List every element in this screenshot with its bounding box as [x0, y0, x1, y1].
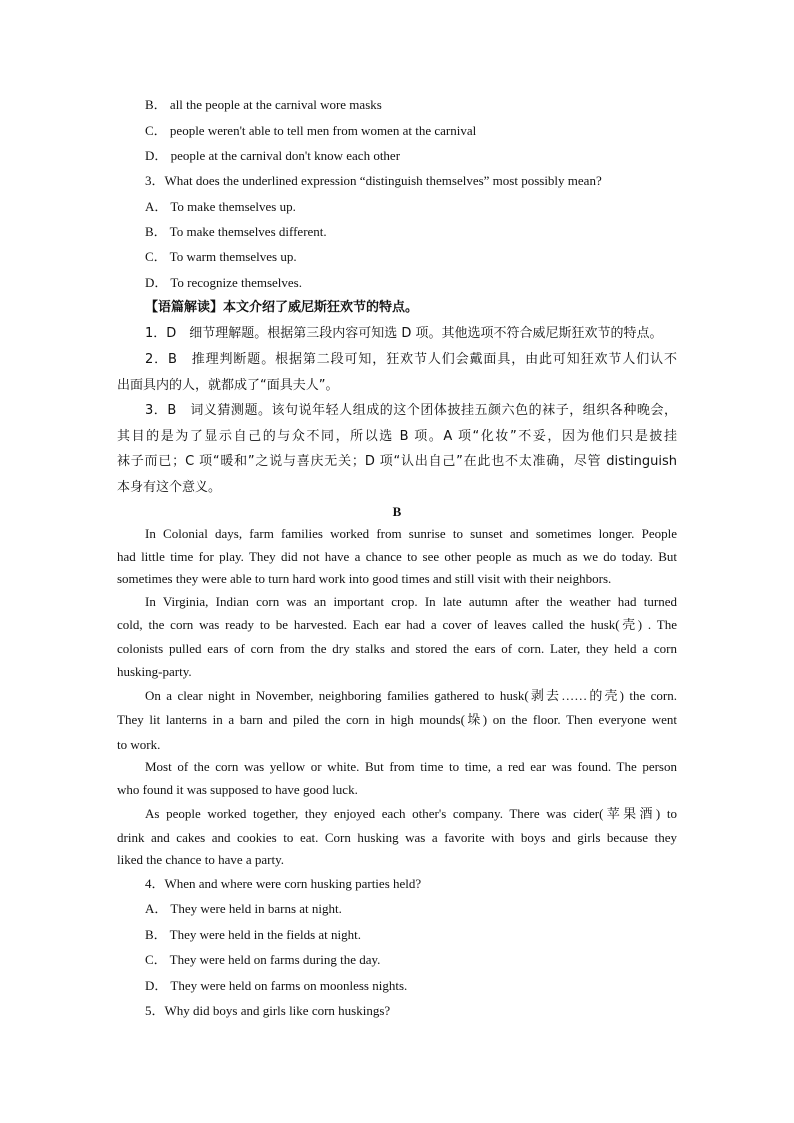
analysis-header: 【语篇解读】本文介绍了威尼斯狂欢节的特点。	[145, 300, 419, 315]
passage-p4-line-1: Most of the corn was yellow or white. But from time to time, a red ear was found. The person	[145, 759, 677, 774]
passage-p2-line-1: In Virginia, Indian corn was an important crop. In late autumn after the weather had turned	[145, 594, 677, 609]
passage-p3-line-3: to work.	[117, 737, 161, 752]
passage-p1-line-2: had little time for play. They did not have a chance to see other people as much as we do today. But	[117, 549, 677, 564]
passage-p2-line-2: cold, the corn was ready to be harvested. Each ear had a cover of leaves called the husk(壳) . The	[117, 617, 677, 632]
passage-p5-line-2: drink and cakes and cookies to eat. Corn husking was a favorite with boys and girls because they	[117, 830, 677, 845]
answer-3-line-1: 3．B 词义猜测题。该句说年轻人组成的这个团体披挂五颜六色的袜子，组织各种晚会，	[145, 403, 677, 418]
q3-option-d: D． To recognize themselves.	[145, 275, 302, 290]
passage-p1-line-3: sometimes they were able to turn hard work into good times and still visit with their neighbors.	[117, 571, 612, 586]
answer-2-line-2: 出面具内的人，就都成了“面具夫人”。	[117, 378, 339, 393]
passage-p5-line-1: As people worked together, they enjoyed each other's company. There was cider(苹果酒) to	[145, 806, 677, 821]
q3-stem: 3．What does the underlined expression “distinguish themselves” most possibly mean?	[145, 173, 602, 188]
passage-p2-line-4: husking-party.	[117, 664, 192, 679]
q2-option-d: D． people at the carnival don't know each other	[145, 148, 401, 163]
passage-p3-line-2: They lit lanterns in a barn and piled the corn in high mounds(垛) on the floor. Then everyone went	[117, 712, 677, 727]
q4-option-d: D． They were held on farms on moonless nights.	[145, 978, 408, 993]
q4-option-b: B． They were held in the fields at night.	[145, 927, 362, 942]
passage-p4-line-2: who found it was supposed to have good luck.	[117, 782, 358, 797]
q3-option-b: B． To make themselves different.	[145, 224, 327, 239]
answer-2-line-1: 2．B 推理判断题。根据第二段可知，狂欢节人们会戴面具，由此可知狂欢节人们认不	[145, 352, 677, 367]
answer-1: 1．D 细节理解题。根据第三段内容可知选 D 项。其他选项不符合威尼斯狂欢节的特点。	[145, 326, 663, 341]
q5-stem: 5．Why did boys and girls like corn huskings?	[145, 1003, 391, 1018]
q3-option-c: C． To warm themselves up.	[145, 249, 297, 264]
answer-3-line-2: 其目的是为了显示自己的与众不同，所以选 B 项。A 项“化妆”不妥，因为他们只是披挂	[117, 429, 677, 444]
q4-option-a: A． They were held in barns at night.	[145, 901, 342, 916]
passage-p3-line-1: On a clear night in November, neighboring families gathered to husk(剥去……的壳) the corn.	[145, 688, 677, 703]
answer-3-line-4: 本身有这个意义。	[117, 480, 222, 495]
q4-option-c: C． They were held on farms during the day.	[145, 952, 381, 967]
q3-option-a: A． To make themselves up.	[145, 199, 296, 214]
passage-p1-line-1: In Colonial days, farm families worked from sunrise to sunset and sometimes longer. People	[145, 526, 677, 541]
section-b-label: B	[392, 504, 402, 519]
passage-p2-line-3: colonists pulled ears of corn from the dry stalks and stored the ears of corn. Later, they held a corn	[117, 641, 677, 656]
q2-option-c: C． people weren't able to tell men from women at the carnival	[145, 123, 477, 138]
q2-option-b: B． all the people at the carnival wore masks	[145, 97, 382, 112]
passage-p5-line-3: liked the chance to have a party.	[117, 852, 284, 867]
answer-3-line-3: 袜子而已；C 项“暖和”之说与喜庆无关；D 项“认出自己”在此也不太准确，尽管 distinguish	[117, 454, 677, 469]
q4-stem: 4．When and where were corn husking parties held?	[145, 876, 422, 891]
